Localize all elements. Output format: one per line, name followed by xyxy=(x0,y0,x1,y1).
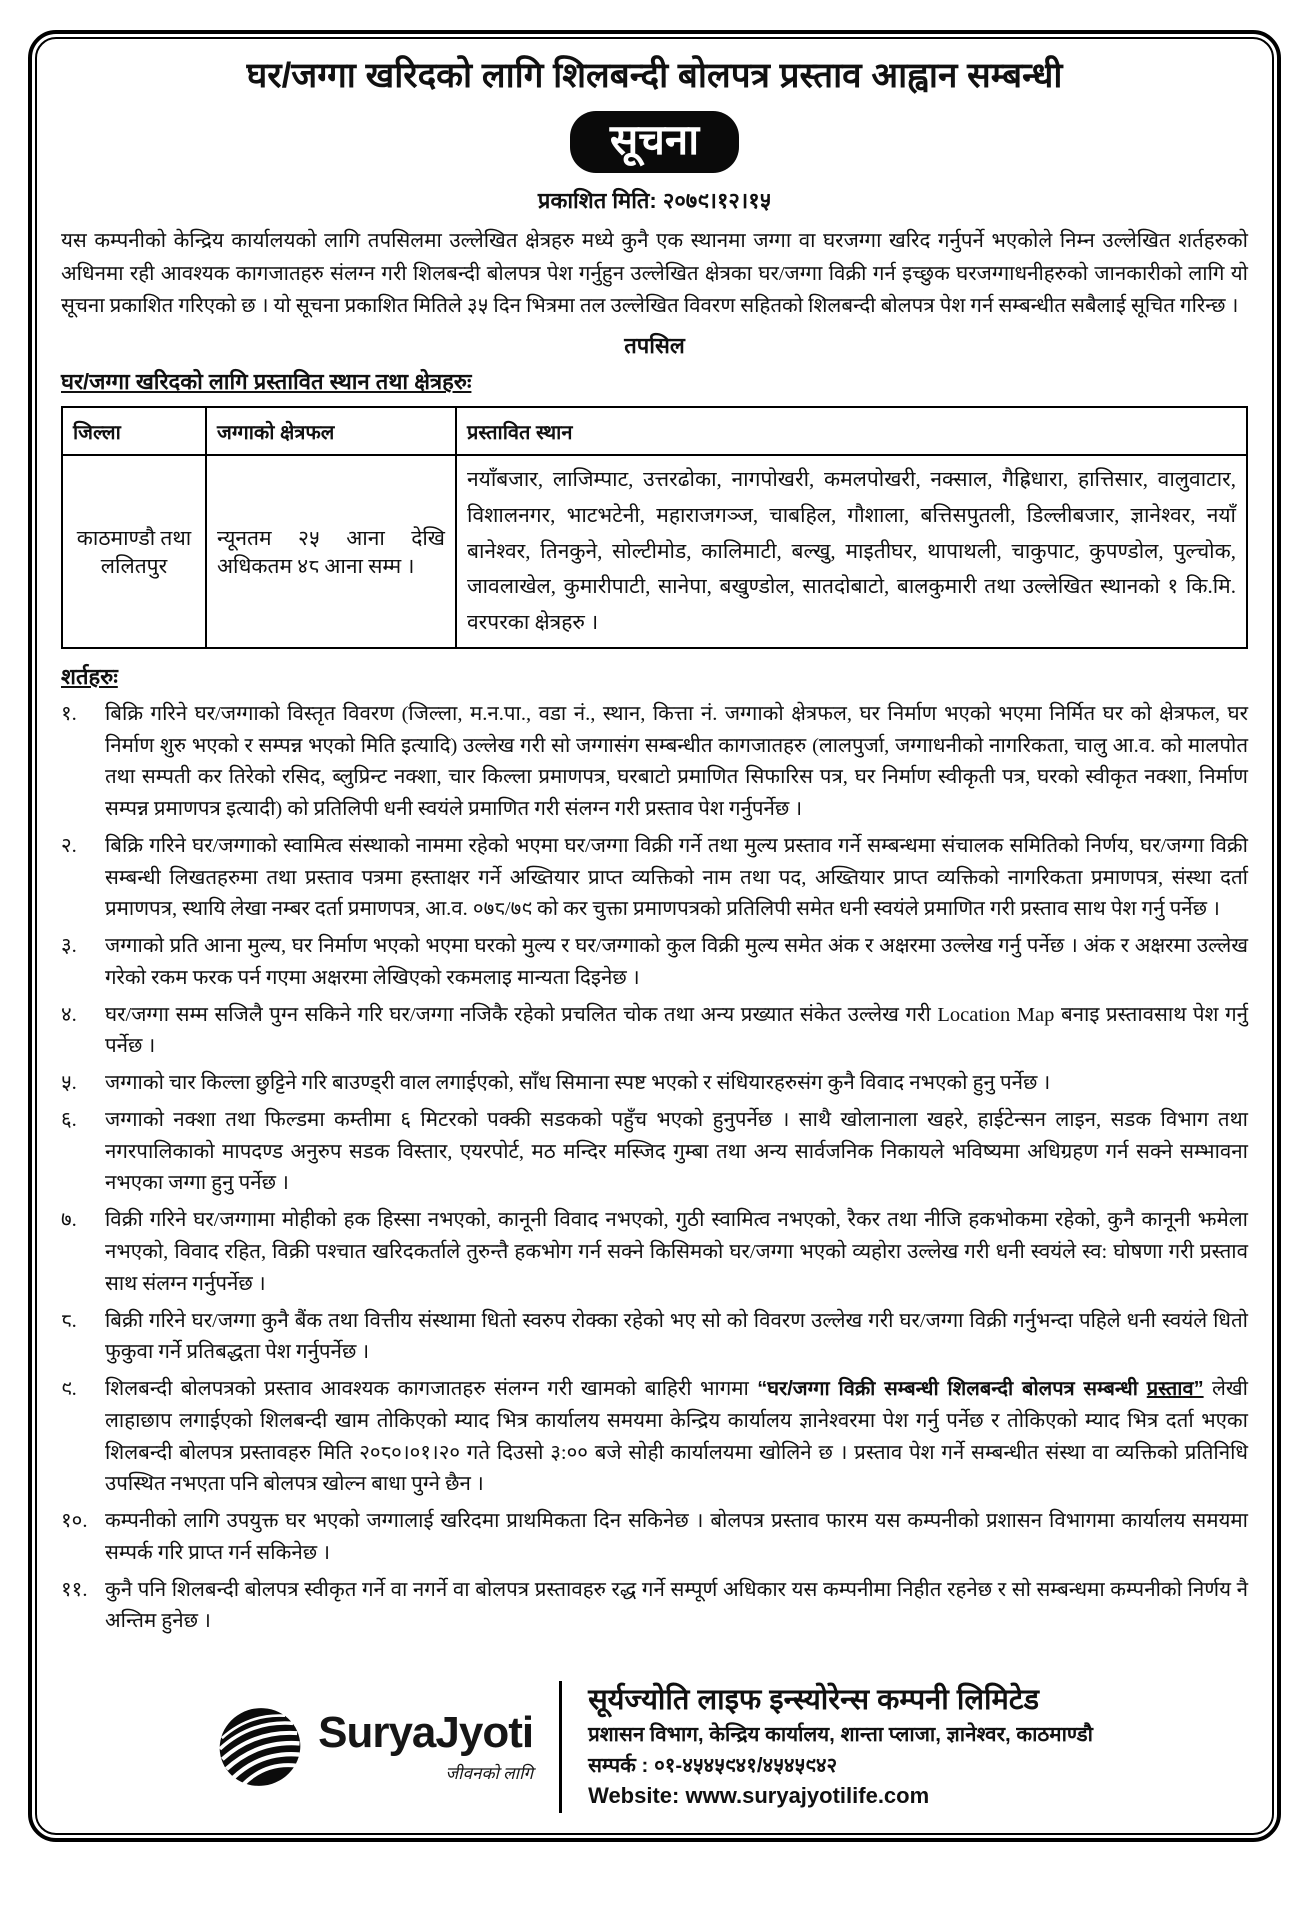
logo-wordmark: SuryaJyoti xyxy=(318,1707,534,1757)
condition-number: १. xyxy=(61,702,77,725)
conditions-heading: शर्तहरुः xyxy=(61,663,118,689)
condition-number: १०. xyxy=(61,1510,88,1533)
document-inner-border xyxy=(35,37,1274,1835)
intro-paragraph: यस कम्पनीको केन्द्रिय कार्यालयको लागि तपसिलमा उल्लेखित क्षेत्रहरु मध्ये कुनै एक स्थानमा जग्गा वा घरजग्गा खरिद गर्नुपर्ने भएकोले निम्न उल्लेखित शर्तहरुको अधिनमा रही आवश्यक कागजातहरु संलग्न गरी शिलबन्दी बोलपत्र पेश गर्नुहुन उल्लेखित क्षेत्रका घर/जग्गा विक्री गर्न इच्छुक घरजग्गाधनीहरुको जानकारीको लागि यो सूचना प्रकाशित गरिएको छ । यो सूचना प्रकाशित मितिले ३५ दिन भित्रमा तल उल्लेखित विवरण सहितको शिलबन्दी बोलपत्र पेश गर्न सम्बन्धीत सबैलाई सूचित गरिन्छ । xyxy=(61,230,1248,317)
notice-badge: सूचना xyxy=(570,111,739,173)
condition-item-9 xyxy=(61,1374,1248,1501)
footer-divider xyxy=(559,1681,562,1813)
condition-text: विक्री गरिने घर/जग्गामा मोहीको हक हिस्सा नभएको, कानूनी विवाद नभएको, गुठी स्वामित्व नभएको, रैकर तथा नीजि हकभोकमा रहेको, कुनै कानूनी झमेला नभएको, विवाद रहित, विक्री पश्चात खरिदकर्ताले तुरुन्तै हकभोग गर्न सक्ने किसिमको घर/जग्गा भएको व्यहोरा उल्लेख गरी धनी स्वयंले स्व: घोषणा गरी प्रस्ताव साथ संलग्न गर्नुपर्नेछ । xyxy=(105,1209,1248,1295)
table-row xyxy=(62,455,1247,647)
logo-wordmark-block xyxy=(318,1707,534,1784)
company-logo xyxy=(216,1703,533,1791)
condition-text xyxy=(105,1374,1248,1501)
condition-number: ९. xyxy=(61,1378,77,1401)
company-address: प्रशासन विभाग, केन्द्रिय कार्यालय, शान्ता प्लाजा, ज्ञानेश्वर, काठमाण्डौ xyxy=(588,1722,1093,1746)
condition-text: जग्गाको चार किल्ला छुट्टिने गरि बाउण्ड्री वाल लगाईएको, साँध सिमाना स्पष्ट भएको र संधियारहरुसंग कुनै विवाद नभएको हुनु पर्नेछ । xyxy=(105,1072,1051,1095)
condition-text: घर/जग्गा सम्म सजिलै पुग्न सकिने गरि घर/जग्गा नजिकै रहेको प्रचलित चोक तथा अन्य प्रख्यात संकेत उल्लेख गरी Location Map बनाइ प्रस्तावसाथ पेश गर्नु पर्नेछ । xyxy=(105,1003,1248,1058)
condition-number: ८. xyxy=(61,1309,77,1332)
condition-text-bold-underline: प्रस्ताव” xyxy=(1146,1378,1204,1401)
suryajyoti-logo-icon xyxy=(216,1703,304,1791)
document-outer-border xyxy=(28,30,1281,1842)
condition-item-6 xyxy=(61,1105,1248,1200)
cell-district: काठमाण्डौ तथा ललितपुर xyxy=(62,455,206,647)
header-proposed-location: प्रस्तावित स्थान xyxy=(456,407,1247,455)
company-contact: सम्पर्क : ०१-४५४५९४१/४५४५९४२ xyxy=(588,1753,838,1777)
condition-number: ३. xyxy=(61,935,77,958)
condition-number: ११. xyxy=(61,1578,88,1601)
proposed-locations-table xyxy=(61,406,1248,648)
condition-item-10 xyxy=(61,1506,1248,1570)
condition-item-11 xyxy=(61,1575,1248,1639)
conditions-list xyxy=(61,699,1248,1643)
condition-item-1 xyxy=(61,699,1248,826)
cell-proposed-locations: नयाँबजार, लाजिम्पाट, उत्तरढोका, नागपोखरी, कमलपोखरी, नक्साल, गैह्रिधारा, हात्तिसार, वालुवाटार, विशालनगर, भाटभटेनी, महाराजगञ्ज, चाबहिल, गौशाला, बत्तिसपुतली, डिल्लीबजार, ज्ञानेश्वर, नयाँ बानेश्वर, तिनकुने, सोल्टीमोड, कालिमाटी, बल्खु, माइतीघर, थापाथली, चाकुपाट, कुपण्डोल, पुल्चोक, जावलाखेल, कुमारीपाटी, सानेपा, बखुण्डोल, सातदोबाटो, बालकुमारी तथा उल्लेखित स्थानको १ कि.मि. वरपरका क्षेत्रहरु । xyxy=(456,455,1247,647)
page-title: घर/जग्गा खरिदको लागि शिलबन्दी बोलपत्र प्रस्ताव आह्वान सम्बन्धी xyxy=(246,56,1063,95)
condition-number: ५. xyxy=(61,1072,77,1095)
footer xyxy=(61,1671,1248,1819)
condition-text: बिक्री गरिने घर/जग्गा कुनै बैंक तथा वित्तीय संस्थामा धितो स्वरुप रोक्का रहेको भए सो को विवरण उल्लेख गरी घर/जग्गा विक्री गर्नुभन्दा पहिले धनी स्वयंले धितो फुकुवा गर्ने प्रतिबद्धता पेश गर्नुपर्नेछ । xyxy=(105,1309,1248,1364)
condition-text-plain: लेखी लाहाछाप लगाईएको शिलबन्दी खाम तोकिएको म्याद भित्र कार्यालय समयमा केन्द्रिय कार्यालय ज्ञानेश्वरमा पेश गर्नु पर्नेछ र तोकिएको म्याद भित्र दर्ता भएका शिलबन्दी बोलपत्र प्रस्तावहरु मिति २०८०।०१।२० गते दिउसो ३:०० बजे सोही कार्यालयमा खोलिने छ । प्रस्ताव पेश गर्ने सम्बन्धीत संस्था वा व्यक्तिको प्रतिनिधि उपस्थित नभएता पनि बोलपत्र खोल्न बाधा पुग्ने छैन । xyxy=(105,1378,1248,1496)
table-header-row xyxy=(62,407,1247,455)
condition-item-4 xyxy=(61,1000,1248,1064)
tapasil-heading: तपसिल xyxy=(624,333,685,359)
condition-text: जग्गाको नक्शा तथा फिल्डमा कम्तीमा ६ मिटरको पक्की सडकको पहुँच भएको हुनुपर्नेछ । साथै खोलानाला खहरे, हाईटेन्सन लाइन, सडक विभाग तथा नगरपालिकाको मापदण्ड अनुरुप सडक विस्तार, एयरपोर्ट, मठ मन्दिर मस्जिद गुम्बा तथा अन्य सार्वजनिक निकायले भविष्यमा अधिग्रहण गर्न सक्ने सम्भावना नभएका जग्गा हुनु पर्नेछ । xyxy=(105,1108,1248,1195)
condition-item-8 xyxy=(61,1306,1248,1370)
condition-text: कुनै पनि शिलबन्दी बोलपत्र स्वीकृत गर्ने वा नगर्ने वा बोलपत्र प्रस्तावहरु रद्ध गर्ने सम्पूर्ण अधिकार यस कम्पनीमा निहीत रहनेछ र सो सम्बन्धमा कम्पनीको निर्णय नै अन्तिम हुनेछ । xyxy=(105,1578,1248,1633)
condition-text: जग्गाको प्रति आना मुल्य, घर निर्माण भएको भएमा घरको मुल्य र घर/जग्गाको कुल विक्री मुल्य समेत अंक र अक्षरमा उल्लेख गर्नु पर्नेछ । अंक र अक्षरमा उल्लेख गरेको रकम फरक पर्न गएमा अक्षरमा लेखिएको रकमलाइ मान्यता दिइनेछ । xyxy=(105,935,1248,989)
header-land-area: जग्गाको क्षेत्रफल xyxy=(206,407,456,455)
company-website: Website: www.suryajyotilife.com xyxy=(588,1783,930,1809)
condition-item-5 xyxy=(61,1068,1248,1100)
condition-text: बिक्रि गरिने घर/जग्गाको विस्तृत विवरण (जिल्ला, म.न.पा., वडा नं., स्थान, कित्ता नं. जग्गाको क्षेत्रफल, घर निर्माण भएको भएमा निर्मित घर को क्षेत्रफल, घर निर्माण शुरु भएको र सम्पन्न भएको मिति इत्यादि) उल्लेख गरी सो जग्गासंग सम्बन्धीत कागजातहरु (लालपुर्जा, जग्गाधनीको नागरिकता, चालु आ.व. को मालपोत तथा सम्पती कर तिरेको रसिद, ब्लुप्रिन्ट नक्शा, चार किल्ला प्रमाणपत्र, घरबाटो प्रमाणित सिफारिस पत्र, घर निर्माण स्वीकृती पत्र, घरको स्वीकृत नक्शा, निर्माण सम्पन्न प्रमाणपत्र इत्यादी) को प्रतिलिपी धनी स्वयंले प्रमाणित गरी संलग्न गरी प्रस्ताव पेश गर्नुपर्नेछ । xyxy=(105,702,1248,821)
notice-badge-row xyxy=(61,111,1248,173)
condition-text: बिक्रि गरिने घर/जग्गाको स्वामित्व संस्थाको नाममा रहेको भएमा घर/जग्गा विक्री गर्ने तथा मुल्य प्रस्ताव गर्ने सम्बन्धमा संचालक समितिको निर्णय, घर/जग्गा विक्री सम्बन्धी लिखतहरुमा तथा प्रस्ताव पत्रमा हस्ताक्षर गर्ने अख्तियार प्राप्त व्यक्तिको नाम तथा पद, अख्तियार प्राप्त व्यक्तिको नागरिकता प्रमाणपत्र, संस्था दर्ता प्रमाणपत्र, स्थायि लेखा नम्बर दर्ता प्रमाणपत्र, आ.व. ०७८/७९ को कर चुक्ता प्रमाणपत्रको प्रतिलिपी समेत धनी स्वयंले प्रमाणित गरी प्रस्ताव साथ पेश गर्नु पर्नेछ । xyxy=(105,834,1248,921)
condition-number: ६. xyxy=(61,1108,77,1131)
condition-text-bold: “घर/जग्गा विक्री सम्बन्धी शिलबन्दी बोलपत्र सम्बन्धी xyxy=(757,1378,1147,1401)
cell-land-area: न्यूनतम २५ आना देखि अधिकतम ४८ आना सम्म । xyxy=(206,455,456,647)
condition-item-3 xyxy=(61,931,1248,995)
condition-item-7 xyxy=(61,1205,1248,1300)
condition-item-2 xyxy=(61,831,1248,926)
company-info xyxy=(588,1683,1093,1811)
published-date: प्रकाशित मिति: २०७९।१२।१५ xyxy=(537,188,772,214)
table-caption: घर/जग्गा खरिदको लागि प्रस्तावित स्थान तथा क्षेत्रहरुः xyxy=(61,369,472,395)
logo-tagline: जीवनको लागि xyxy=(445,1763,534,1783)
condition-number: ७. xyxy=(61,1209,77,1232)
condition-text: कम्पनीको लागि उपयुक्त घर भएको जग्गालाई खरिदमा प्राथमिकता दिन सकिनेछ । बोलपत्र प्रस्ताव फारम यस कम्पनीको प्रशासन विभागमा कार्यालय समयमा सम्पर्क गरि प्राप्त गर्न सकिनेछ । xyxy=(105,1510,1248,1564)
header-district: जिल्ला xyxy=(62,407,206,455)
condition-number: ४. xyxy=(61,1003,77,1026)
company-name: सूर्यज्योति लाइफ इन्स्योरेन्स कम्पनी लिमिटेड xyxy=(588,1684,1039,1717)
condition-number: २. xyxy=(61,834,77,857)
condition-text-plain: शिलबन्दी बोलपत्रको प्रस्ताव आवश्यक कागजातहरु संलग्न गरी खामको बाहिरी भागमा xyxy=(105,1378,758,1401)
